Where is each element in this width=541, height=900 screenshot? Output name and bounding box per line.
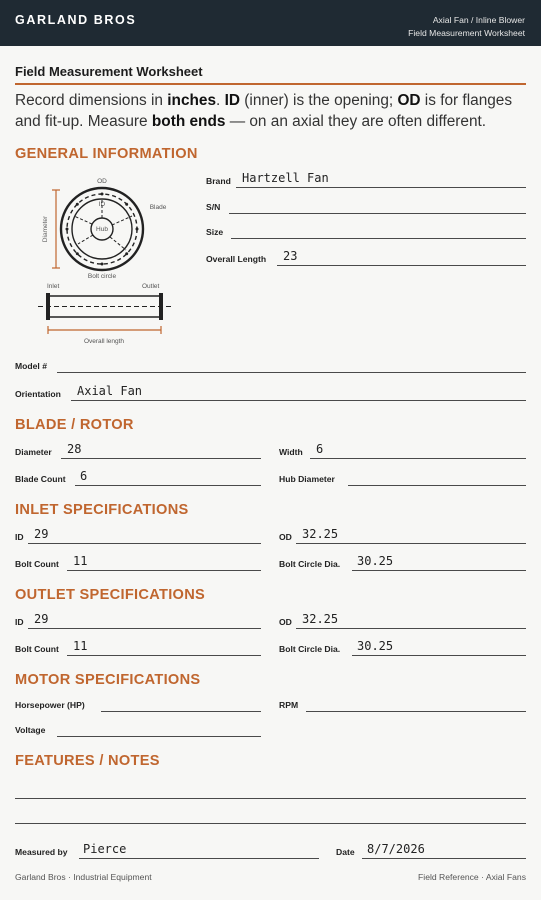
- fan-diagram: [36, 174, 176, 349]
- orientation-label: Orientation: [15, 389, 61, 399]
- overall-length-value: 23: [283, 249, 298, 263]
- section-inlet-title: INLET SPECIFICATIONS: [15, 502, 189, 518]
- date-value: 8/7/2026: [367, 842, 425, 856]
- inlet-bolt-count-label: Bolt Count: [15, 559, 59, 569]
- outlet-od-label: OD: [279, 617, 292, 627]
- outlet-label: Outlet: [142, 283, 160, 290]
- section-general-title: GENERAL INFORMATION: [15, 146, 198, 162]
- size-field[interactable]: [231, 238, 526, 239]
- section-notes-title: FEATURES / NOTES: [15, 753, 160, 769]
- blade-diameter-value: 28: [67, 442, 82, 456]
- inlet-label: Inlet: [47, 283, 60, 290]
- orientation-field[interactable]: [71, 400, 526, 401]
- hub-diameter-label: Hub Diameter: [279, 474, 335, 484]
- sn-field[interactable]: [229, 213, 526, 214]
- outlet-od-value: 32.25: [302, 612, 339, 626]
- id-label: ID: [98, 201, 106, 208]
- measured-by-label: Measured by: [15, 847, 68, 857]
- overall-length-label: Overall Length: [206, 254, 267, 264]
- diameter-label: Diameter: [42, 215, 49, 243]
- front-view: [42, 178, 167, 280]
- notes-line-2[interactable]: [15, 823, 526, 824]
- section-outlet-title: OUTLET SPECIFICATIONS: [15, 587, 206, 603]
- brand-value: Hartzell Fan: [242, 171, 329, 185]
- notes-line-1[interactable]: [15, 798, 526, 799]
- horsepower-field[interactable]: [101, 711, 261, 712]
- inlet-od-field[interactable]: [296, 543, 526, 544]
- date-field[interactable]: [362, 858, 526, 859]
- outlet-od-field[interactable]: [296, 628, 526, 629]
- brand-label: Brand: [206, 176, 231, 186]
- blade-count-field[interactable]: [75, 485, 261, 486]
- sn-label: S/N: [206, 202, 221, 212]
- overall-length-diagram-label: Overall length: [83, 338, 125, 345]
- outlet-id-field[interactable]: [28, 628, 261, 629]
- blade-count-label: Blade Count: [15, 474, 66, 484]
- footer-left: Garland Bros · Industrial Equipment: [15, 872, 152, 882]
- inlet-id-value: 29: [34, 527, 49, 541]
- footer-right: Field Reference · Axial Fans: [418, 872, 526, 882]
- hub-label: Hub: [96, 226, 108, 233]
- model-field[interactable]: [57, 372, 526, 373]
- outlet-bolt-circle-field[interactable]: [352, 655, 526, 656]
- section-blade-title: BLADE / ROTOR: [15, 417, 134, 433]
- header-subtitle-2: Field Measurement Worksheet: [408, 28, 525, 38]
- size-label: Size: [206, 227, 224, 237]
- blade-count-value: 6: [80, 469, 88, 483]
- inlet-od-label: OD: [279, 532, 292, 542]
- measured-by-field[interactable]: [79, 858, 319, 859]
- rpm-field[interactable]: [306, 711, 526, 712]
- inlet-id-field[interactable]: [28, 543, 261, 544]
- bolt-circle-label: Bolt circle: [87, 273, 117, 280]
- blade-diameter-field[interactable]: [61, 458, 261, 459]
- inlet-od-value: 32.25: [302, 527, 339, 541]
- header-bar: [0, 0, 541, 46]
- outlet-bolt-count-field[interactable]: [67, 655, 261, 656]
- outlet-id-value: 29: [34, 612, 49, 626]
- inlet-id-label: ID: [15, 532, 24, 542]
- orientation-value: Axial Fan: [77, 384, 143, 398]
- blade-width-value: 6: [316, 442, 324, 456]
- inlet-bolt-circle-field[interactable]: [352, 570, 526, 571]
- overall-length-field[interactable]: [277, 265, 526, 266]
- intro-text: Record dimensions in inches. ID (inner) is the opening; OD is for flanges and fit-up. Measure both ends — on an axial they are often different.: [15, 92, 513, 130]
- rpm-label: RPM: [279, 700, 299, 710]
- blade-diameter-label: Diameter: [15, 447, 52, 457]
- inlet-bolt-count-field[interactable]: [67, 570, 261, 571]
- outlet-bolt-count-value: 11: [73, 639, 88, 653]
- outlet-bolt-circle-label: Bolt Circle Dia.: [279, 644, 341, 654]
- brand-field[interactable]: [236, 187, 526, 188]
- header-subtitle-1: Axial Fan / Inline Blower: [432, 15, 525, 25]
- od-label: OD: [97, 178, 107, 185]
- voltage-field[interactable]: [57, 736, 261, 737]
- model-label: Model #: [15, 361, 47, 371]
- outlet-bolt-count-label: Bolt Count: [15, 644, 59, 654]
- measured-by-value: Pierce: [83, 842, 127, 856]
- inlet-bolt-circle-label: Bolt Circle Dia.: [279, 559, 341, 569]
- title-divider: [15, 83, 526, 85]
- voltage-label: Voltage: [15, 725, 46, 735]
- inlet-bolt-circle-value: 30.25: [357, 554, 394, 568]
- inlet-bolt-count-value: 11: [73, 554, 88, 568]
- section-motor-title: MOTOR SPECIFICATIONS: [15, 672, 201, 688]
- side-view: [38, 283, 171, 345]
- outlet-id-label: ID: [15, 617, 24, 627]
- blade-width-label: Width: [279, 447, 303, 457]
- brand-name: GARLAND BROS: [15, 13, 137, 27]
- date-label: Date: [336, 847, 355, 857]
- hub-diameter-field[interactable]: [348, 485, 526, 486]
- blade-width-field[interactable]: [310, 458, 526, 459]
- outlet-bolt-circle-value: 30.25: [357, 639, 394, 653]
- blade-label: Blade: [149, 204, 167, 211]
- horsepower-label: Horsepower (HP): [15, 700, 85, 710]
- worksheet-title: Field Measurement Worksheet: [15, 64, 203, 79]
